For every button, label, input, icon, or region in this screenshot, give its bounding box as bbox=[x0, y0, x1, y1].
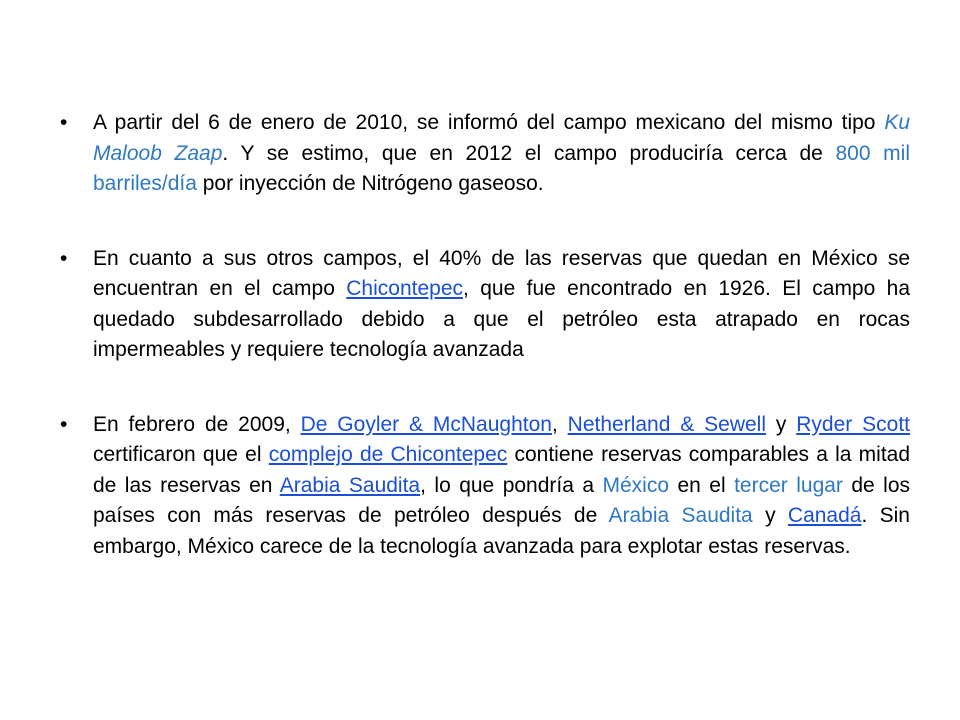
text-segment: . Y se estimo, que en 2012 el campo produciría cerca de bbox=[222, 141, 836, 165]
text-segment: En cuanto a sus otros campos, el 40% de las reservas que quedan en México se encuentran en el campo bbox=[93, 246, 910, 300]
highlight-arabia-saudita: Arabia Saudita bbox=[608, 504, 753, 527]
text-segment: y bbox=[766, 412, 797, 436]
link-chicontepec[interactable]: Chicontepec bbox=[346, 277, 464, 300]
text-segment: , que fue encontrado en 1926. El campo ha quedado subdesarrollado debido a que el petróleo esta atrapado en rocas impermeables y requiere tecnología avanzada bbox=[93, 277, 911, 361]
text-segment: en el bbox=[669, 473, 735, 497]
bullet-text bbox=[93, 247, 910, 362]
bullet-list bbox=[60, 108, 910, 562]
bullet-dot-icon: • bbox=[60, 246, 68, 270]
highlight-ku-maloob-zaap: Ku Maloob Zaap bbox=[93, 111, 910, 165]
text-segment: de los países con más reservas de petróleo después de bbox=[93, 473, 911, 527]
link-arabia-saudita[interactable]: Arabia Saudita bbox=[279, 473, 421, 497]
text-segment: contiene reservas comparables a la mitad de las reservas en bbox=[93, 443, 911, 497]
text-segment: por inyección de Nitrógeno gaseoso. bbox=[196, 172, 544, 195]
highlight-tercer-lugar: tercer lugar bbox=[734, 473, 843, 497]
link-canada[interactable]: Canadá bbox=[787, 504, 862, 527]
bullet-item-chicontepec bbox=[60, 244, 910, 366]
text-segment: certificaron que el bbox=[93, 443, 269, 466]
bullet-text bbox=[93, 413, 910, 558]
highlight-mexico: México bbox=[602, 473, 670, 497]
bullet-text bbox=[93, 111, 910, 195]
link-complejo-de-chicontepec[interactable]: complejo de Chicontepec bbox=[268, 443, 508, 466]
bullet-dot-icon: • bbox=[60, 412, 68, 436]
bullet-item-ku-maloob-zaap bbox=[60, 108, 910, 200]
link-netherland-sewell[interactable]: Netherland & Sewell bbox=[567, 412, 767, 436]
text-segment: A partir del 6 de enero de 2010, se informó del campo mexicano del mismo tipo bbox=[93, 111, 885, 134]
link-de-goyler-mcnaughton[interactable]: De Goyler & McNaughton bbox=[300, 412, 552, 436]
highlight-production-volume: 800 mil barriles/día bbox=[93, 141, 910, 195]
text-segment: , bbox=[551, 412, 568, 436]
text-segment: En febrero de 2009, bbox=[93, 412, 301, 436]
link-ryder-scott[interactable]: Ryder Scott bbox=[796, 412, 910, 436]
text-segment: , lo que pondría a bbox=[420, 473, 603, 497]
text-segment: . Sin embargo, México carece de la tecnología avanzada para explotar estas reservas. bbox=[93, 504, 910, 558]
bullet-item-certification bbox=[60, 410, 910, 563]
bullet-dot-icon: • bbox=[60, 111, 68, 134]
text-segment: y bbox=[752, 504, 788, 527]
